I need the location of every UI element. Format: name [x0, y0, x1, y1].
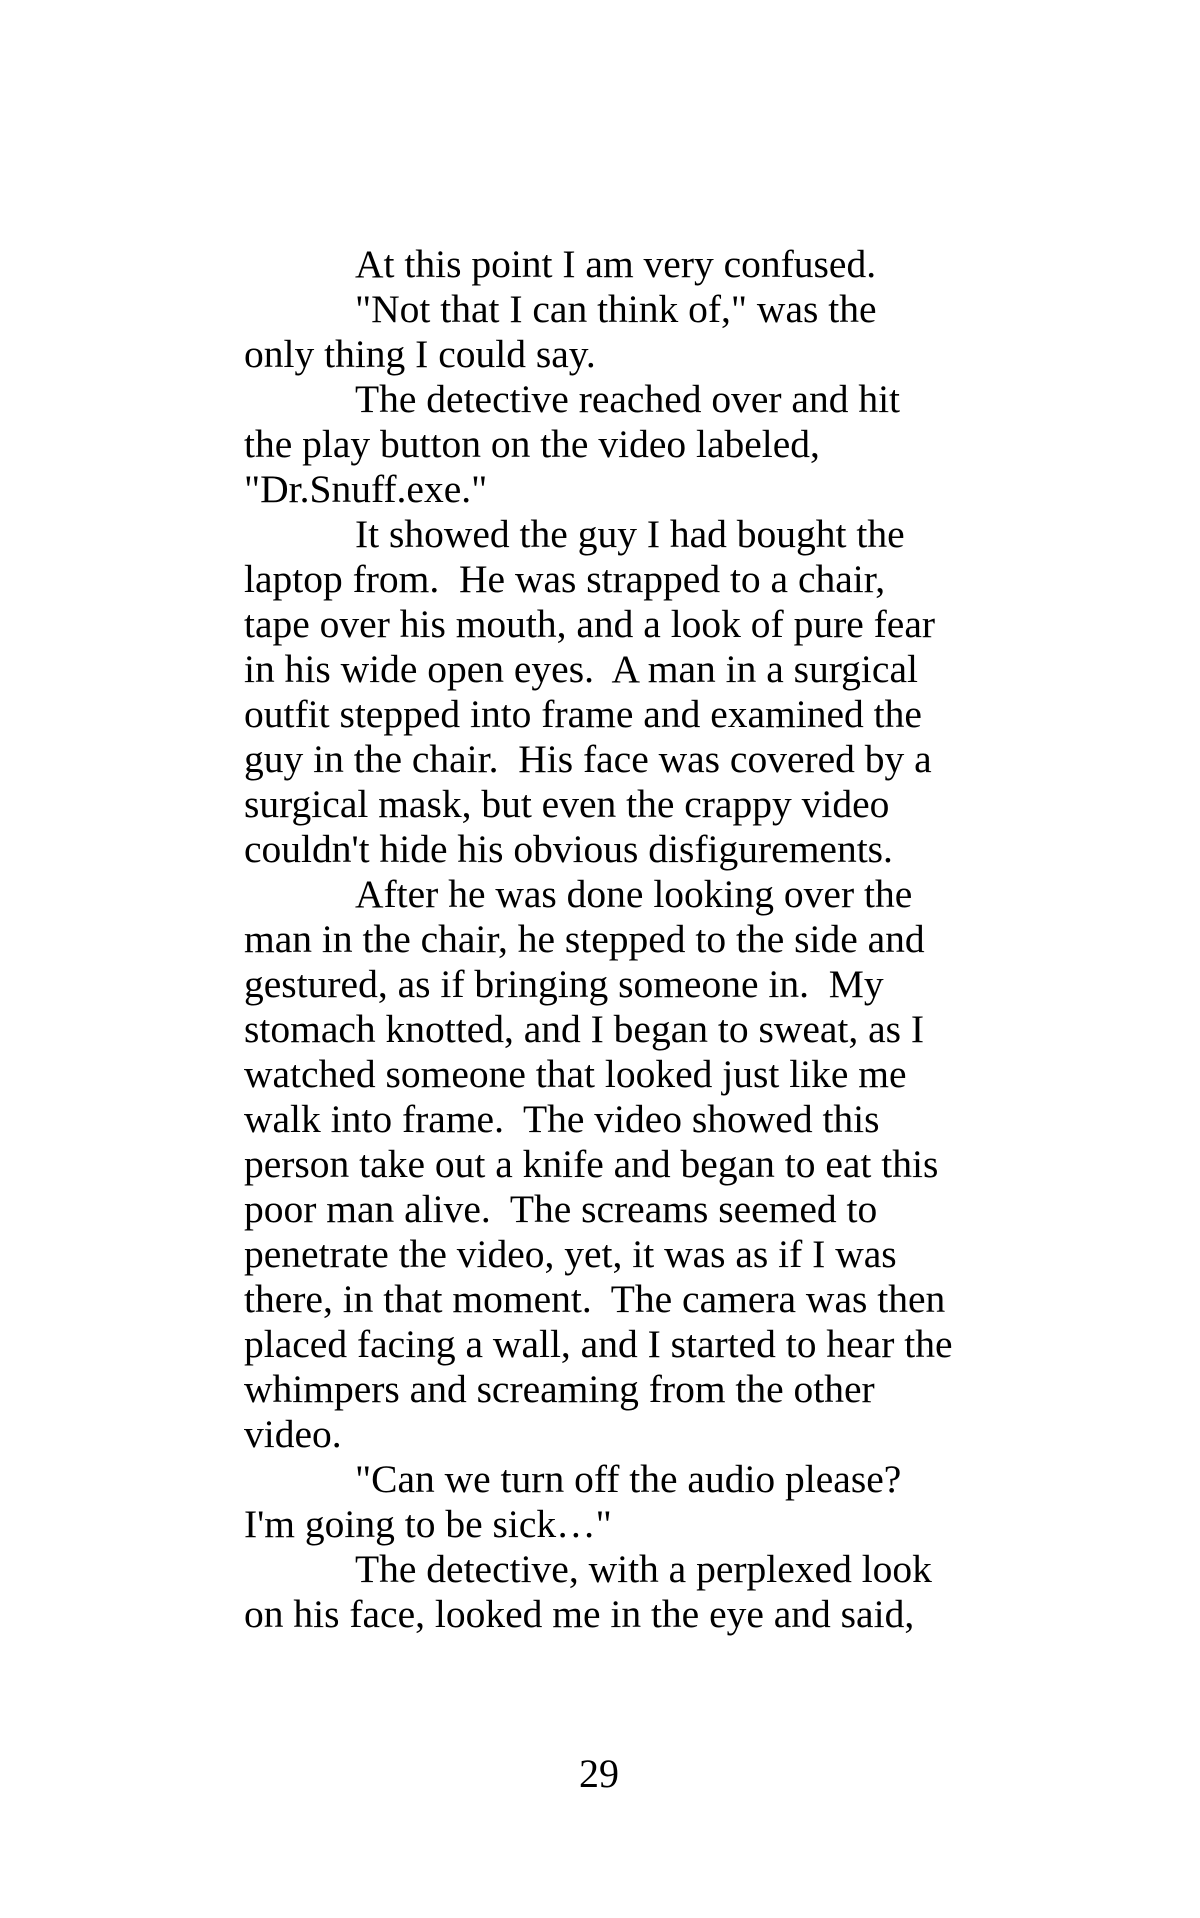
text-line: I'm going to be sick…": [244, 1502, 612, 1546]
text-line: surgical mask, but even the crappy video: [244, 782, 890, 826]
text-line: couldn't hide his obvious disfigurements.: [244, 827, 893, 871]
text-line: laptop from. He was strapped to a chair,: [244, 557, 886, 601]
text-line: At this point I am very confused.: [355, 242, 877, 286]
text-line: on his face, looked me in the eye and said,: [244, 1592, 915, 1636]
text-line: gestured, as if bringing someone in. My: [244, 962, 884, 1006]
text-line: The detective, with a perplexed look: [355, 1547, 932, 1591]
text-line: there, in that moment. The camera was then: [244, 1277, 946, 1321]
text-line: poor man alive. The screams seemed to: [244, 1187, 878, 1231]
text-line: walk into frame. The video showed this: [244, 1097, 880, 1141]
paragraph: [244, 242, 954, 287]
text-line: man in the chair, he stepped to the side and: [244, 917, 925, 961]
text-line: stomach knotted, and I began to sweat, as I: [244, 1007, 925, 1051]
text-line: tape over his mouth, and a look of pure fear: [244, 602, 936, 646]
paragraph: [244, 1547, 954, 1637]
page-number: 29: [579, 1751, 619, 1796]
text-line: outfit stepped into frame and examined the: [244, 692, 922, 736]
paragraph: [244, 872, 954, 1457]
text-line: placed facing a wall, and I started to hear the: [244, 1322, 953, 1366]
text-line: penetrate the video, yet, it was as if I was: [244, 1232, 897, 1276]
text-line: in his wide open eyes. A man in a surgical: [244, 647, 918, 691]
text-line: "Not that I can think of," was the: [355, 287, 877, 331]
text-line: person take out a knife and began to eat this: [244, 1142, 939, 1186]
paragraph: [244, 1457, 954, 1547]
paragraph: [244, 377, 954, 512]
paragraph: [244, 512, 954, 872]
text-line: It showed the guy I had bought the: [355, 512, 905, 556]
text-line: whimpers and screaming from the other: [244, 1367, 875, 1411]
text-line: video.: [244, 1412, 342, 1456]
page-text: [244, 242, 954, 1637]
text-line: The detective reached over and hit: [355, 377, 901, 421]
text-line: watched someone that looked just like me: [244, 1052, 907, 1096]
text-line: only thing I could say.: [244, 332, 596, 376]
text-line: the play button on the video labeled,: [244, 422, 820, 466]
text-line: "Can we turn off the audio please?: [355, 1457, 902, 1501]
text-line: "Dr.Snuff.exe.": [244, 467, 488, 511]
text-line: guy in the chair. His face was covered by a: [244, 737, 932, 781]
text-line: After he was done looking over the: [355, 872, 913, 916]
paragraph: [244, 287, 954, 377]
